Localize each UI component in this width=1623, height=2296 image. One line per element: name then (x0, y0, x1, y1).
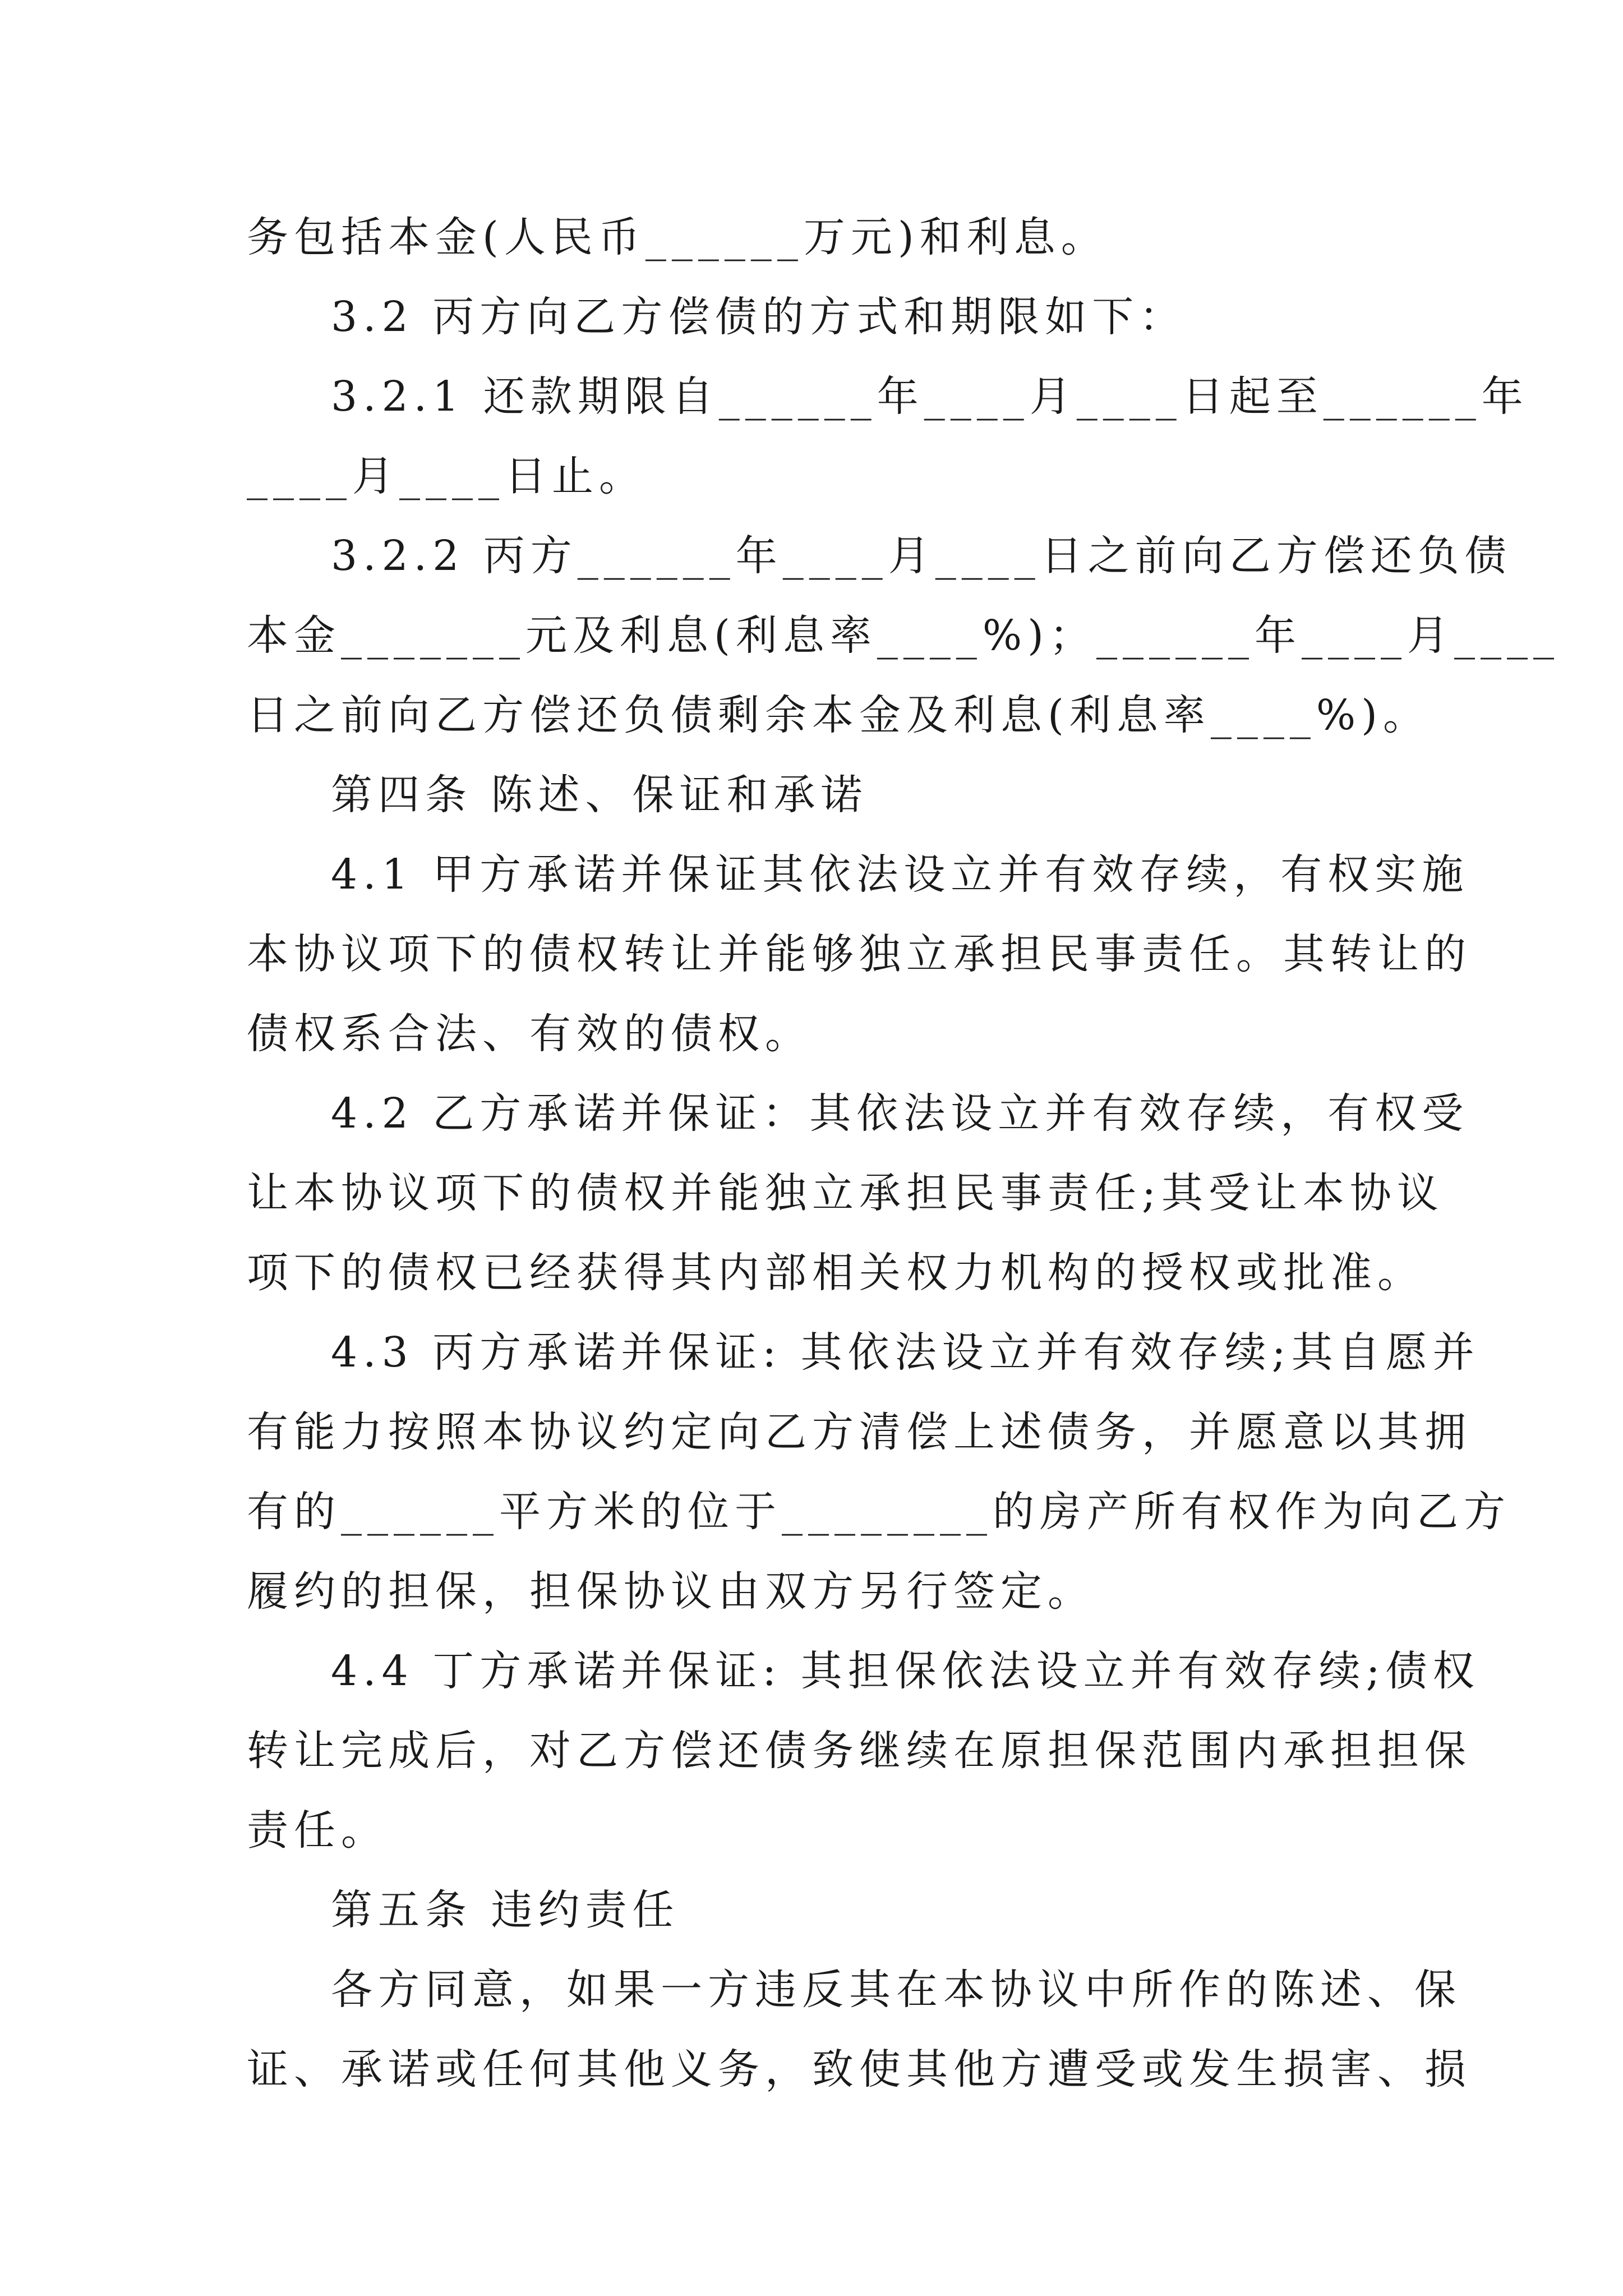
clause-3-2-2: 3.2.2 丙方______年____月____日之前向乙方偿还负债 (331, 532, 1512, 580)
document-body (247, 197, 1560, 2109)
clause-3-2-1: 3.2.1 还款期限自______年____月____日起至______年 (331, 372, 1529, 421)
paragraph-line: 让本协议项下的债权并能独立承担民事责任;其受让本协议 (247, 1169, 1444, 1217)
clause-4-2: 4.2 乙方承诺并保证：其依法设立并有效存续，有权受 (331, 1089, 1469, 1138)
paragraph-line: 履约的担保，担保协议由双方另行签定。 (247, 1567, 1095, 1616)
paragraph-line: ____月____日止。 (247, 452, 646, 500)
section-heading-article-5: 第五条 违约责任 (331, 1886, 680, 1934)
paragraph-line: 日之前向乙方偿还负债剩余本金及利息(利息率____%)。 (247, 691, 1431, 739)
clause-4-1: 4.1 甲方承诺并保证其依法设立并有效存续，有权实施 (331, 850, 1469, 899)
clause-3-2: 3.2 丙方向乙方偿债的方式和期限如下： (331, 293, 1187, 341)
paragraph-line: 有的______平方米的位于________的房产所有权作为向乙方 (247, 1488, 1511, 1536)
paragraph-line: 证、承诺或任何其他义务，致使其他方遭受或发生损害、损 (247, 2045, 1472, 2093)
section-heading-article-4: 第四条 陈述、保证和承诺 (331, 771, 868, 819)
paragraph-line: 债权系合法、有效的债权。 (247, 1010, 812, 1058)
clause-5-body: 各方同意，如果一方违反其在本协议中所作的陈述、保 (331, 1966, 1461, 2014)
paragraph-line: 转让完成后，对乙方偿还债务继续在原担保范围内承担担保 (247, 1727, 1472, 1775)
paragraph-line: 本金_______元及利息(利息率____%)；______年____月____ (247, 611, 1560, 660)
paragraph-line: 本协议项下的债权转让并能够独立承担民事责任。其转让的 (247, 930, 1472, 978)
paragraph-line: 项下的债权已经获得其内部相关权力机构的授权或批准。 (247, 1249, 1424, 1297)
paragraph-line: 有能力按照本协议约定向乙方清偿上述债务，并愿意以其拥 (247, 1408, 1472, 1456)
clause-4-4: 4.4 丁方承诺并保证: 其担保依法设立并有效存续;债权 (331, 1647, 1480, 1695)
paragraph-line: 责任。 (247, 1806, 388, 1855)
clause-4-3: 4.3 丙方承诺并保证: 其依法设立并有效存续;其自愿并 (331, 1328, 1480, 1377)
paragraph-line: 务包括本金(人民币______万元)和利息。 (247, 213, 1108, 261)
